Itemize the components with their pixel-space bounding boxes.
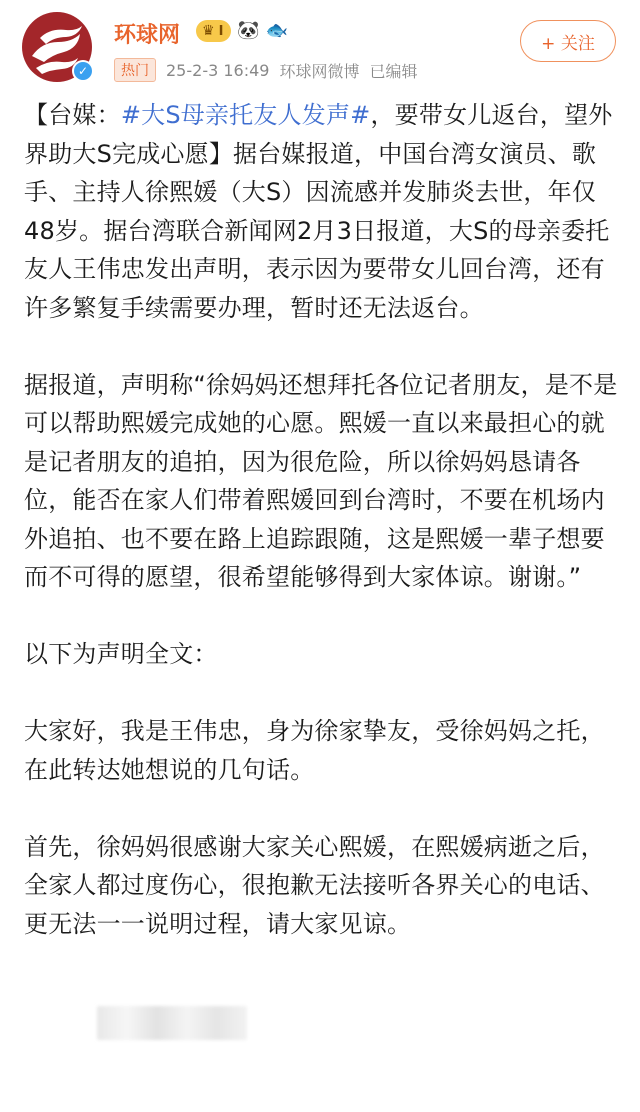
post-content [24,96,618,982]
timestamp: 25-2-3 16:49 [166,60,270,80]
follow-button[interactable]: + 关注 [520,20,616,62]
edited-label: 已编辑 [369,61,418,81]
level-badge-label: I [218,23,224,39]
paragraph-1-text: ，要带女儿返台，望外界助大S完成心愿】据台媒报道，中国台湾女演员、歌手、主持人徐熙媛（大S）因流感并发肺炎去世，年仅48岁。据台湾联合新闻网2月3日报道，大S的母亲委托友人王伟忠发出声明，表示因为要带女儿回台湾，还有许多繁复手续需要办理，暂时还无法返台。 [24,101,613,322]
paragraph-3: 以下为声明全文： [24,640,218,668]
post-source: 环球网微博 [279,61,360,81]
paragraph-2: 据报道，声明称“徐妈妈还想拜托各位记者朋友，是不是可以帮助熙媛完成她的心愿。熙媛一直以来最担心的就是记者朋友的追拍，因为很危险，所以徐妈妈恳请各位，能否在家人们带着熙媛回到台湾时，不要在机场内外追拍、也不要在路上追踪跟随，这是熙媛一辈子想要而不可得的愿望，很希望能够得到大家体谅。谢谢。” [24,370,618,591]
crown-icon: ♛ [202,23,215,39]
username[interactable]: 环球网 [114,23,181,48]
level-badge[interactable] [196,20,231,42]
headline-prefix: 【台媒： [24,101,121,129]
user-badges [196,20,288,42]
blurred-overlay [97,1006,247,1040]
panda-badge-icon[interactable]: 🐼 [237,20,260,41]
paragraph-4: 大家好，我是王伟忠，身为徐家挚友，受徐妈妈之托，在此转达她想说的几句话。 [24,717,605,784]
blurred-overlay-line [60,1046,320,1056]
post-meta [114,58,418,82]
fish-badge-icon[interactable]: 🐟 [265,20,289,41]
paragraph-5: 首先，徐妈妈很感谢大家关心熙媛，在熙媛病逝之后，全家人都过度伤心，很抱歉无法接听各界关心的电话、更无法一一说明过程，请大家见谅。 [24,832,605,938]
hot-tag: 热门 [114,58,156,82]
verified-icon: ✓ [72,60,94,82]
post-header [0,0,640,90]
topic-link[interactable]: #大S母亲托友人发声# [120,101,371,129]
paragraph-1 [24,96,618,327]
